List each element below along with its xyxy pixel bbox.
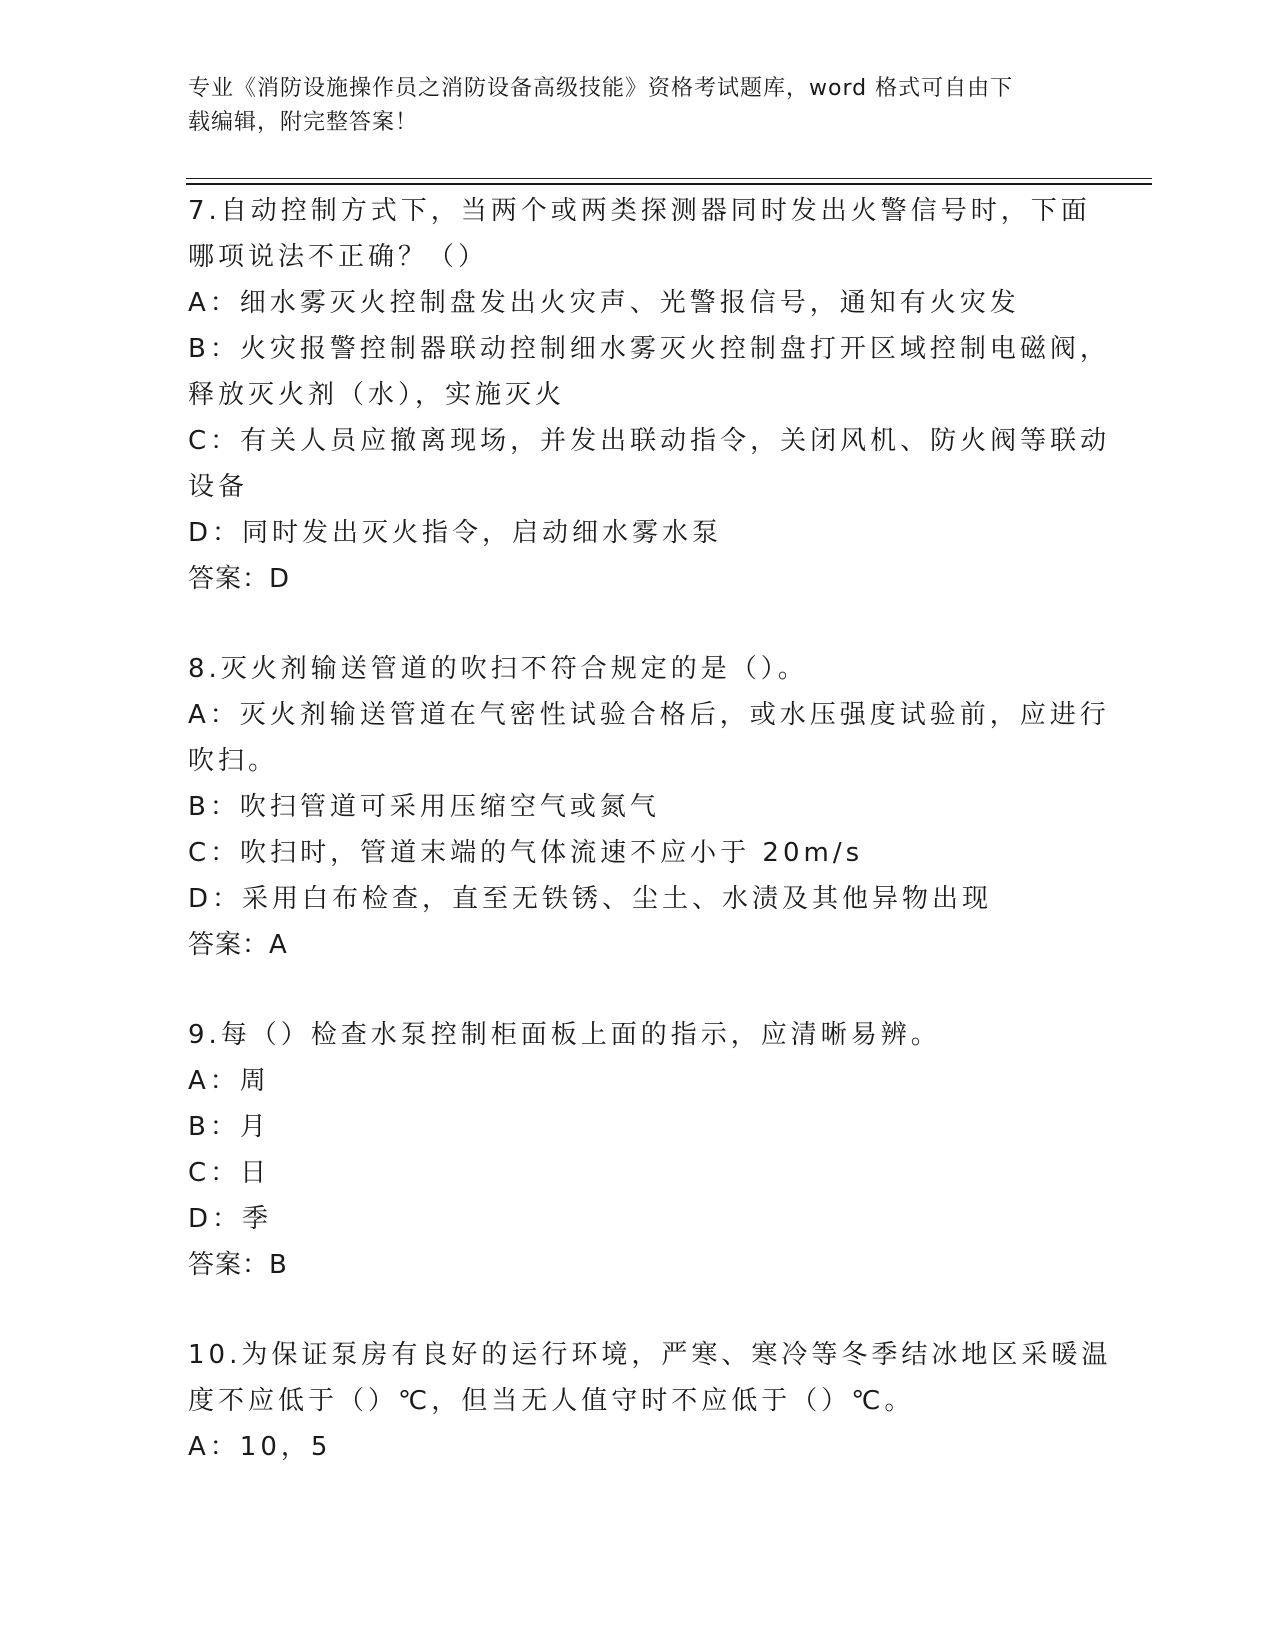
option-line: A：灭火剂输送管道在气密性试验合格后，或水压强度试验前，应进行 <box>188 700 1110 730</box>
question-stem-line: 哪项说法不正确？（） <box>188 242 489 272</box>
option-line: 释放灭火剂（水），实施灭火 <box>188 380 566 410</box>
question-stem-line: 10.为保证泵房有良好的运行环境，严寒、寒冷等冬季结冰地区采暖温 <box>188 1340 1112 1370</box>
question-8 <box>188 646 1110 968</box>
header-divider-thin <box>186 178 1152 179</box>
option-line: C：日 <box>188 1158 271 1188</box>
option-line: A：细水雾灭火控制盘发出火灾声、光警报信号，通知有火灾发 <box>188 288 1020 318</box>
question-stem-line: 9.每（）检查水泵控制柜面板上面的指示，应清晰易辨。 <box>188 1020 941 1050</box>
option-line: C：有关人员应撤离现场，并发出联动指令，关闭风机、防火阀等联动 <box>188 426 1111 456</box>
option-line: D：同时发出灭火指令，启动细水雾水泵 <box>188 518 723 548</box>
header-line-1: 专业《消防设施操作员之消防设备高级技能》资格考试题库，word 格式可自由下 <box>188 76 1014 101</box>
option-line: D：季 <box>188 1204 273 1234</box>
question-stem-line: 7.自动控制方式下，当两个或两类探测器同时发出火警信号时，下面 <box>188 196 1091 226</box>
option-line: B：火灾报警控制器联动控制细水雾灭火控制盘打开区域控制电磁阀， <box>188 334 1110 364</box>
question-stem-line: 8.灭火剂输送管道的吹扫不符合规定的是（）。 <box>188 654 808 684</box>
answer-line: 答案：B <box>188 1250 288 1280</box>
question-7 <box>188 188 1111 602</box>
question-stem-line: 度不应低于（）℃，但当无人值守时不应低于（）℃。 <box>188 1386 915 1416</box>
question-10 <box>188 1332 1112 1470</box>
header-divider-thick <box>186 183 1152 185</box>
question-9 <box>188 1012 1088 1288</box>
option-line: B：月 <box>188 1112 270 1142</box>
document-header <box>188 72 1068 140</box>
question-list <box>188 188 1112 1470</box>
option-line: 设备 <box>188 472 249 502</box>
answer-line: 答案：D <box>188 564 291 594</box>
header-line-2: 载编辑，附完整答案！ <box>188 110 419 135</box>
option-line: B：吹扫管道可采用压缩空气或氮气 <box>188 792 660 822</box>
option-line: D：采用白布检查，直至无铁锈、尘土、水渍及其他异物出现 <box>188 884 993 914</box>
option-line: A：10，5 <box>188 1432 332 1462</box>
option-line: 吹扫。 <box>188 746 279 776</box>
answer-line: 答案：A <box>188 930 288 960</box>
option-line: C：吹扫时，管道末端的气体流速不应小于 20m/s <box>188 838 864 868</box>
option-line: A：周 <box>188 1066 270 1096</box>
